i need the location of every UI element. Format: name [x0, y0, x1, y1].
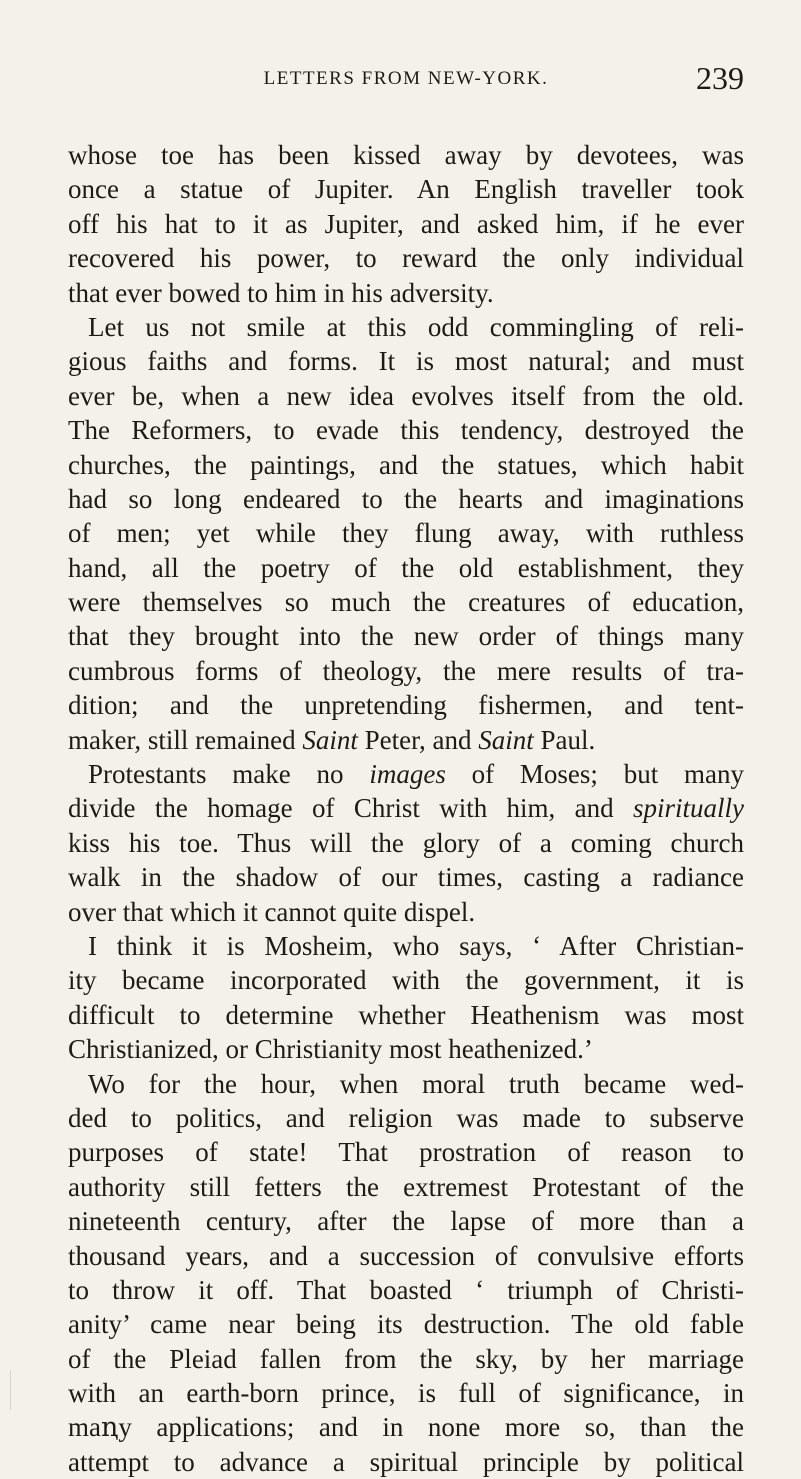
text-line	[68, 172, 744, 206]
text-segment: that they brought into the new order of things many	[68, 621, 744, 652]
text-segment: of Moses; but many	[445, 759, 744, 790]
text-segment: Let us not smile at this odd commingling of reli-	[88, 311, 744, 342]
text-line	[68, 516, 744, 550]
text-segment: dition; and the unpretending fishermen, and tent-	[68, 690, 744, 721]
text-line	[68, 757, 744, 791]
text-line	[68, 723, 744, 757]
text-segment: gious faiths and forms. It is most natural; and must	[68, 346, 744, 377]
text-line	[68, 654, 744, 688]
text-segment: difficult to determine whether Heathenism was most	[68, 999, 744, 1030]
text-line	[68, 482, 744, 516]
text-segment: attempt to advance a spiritual principle by political	[68, 1446, 744, 1477]
text-segment: once a statue of Jupiter. An English traveller took	[68, 174, 744, 205]
text-segment: The Reformers, to evade this tendency, destroyed the	[68, 415, 744, 446]
text-segment: Protestants make no	[88, 759, 370, 790]
text-line	[68, 688, 744, 722]
text-line	[68, 791, 744, 825]
text-segment: nineteenth century, after the lapse of more than a	[68, 1206, 744, 1237]
text-line	[68, 551, 744, 585]
text-line	[68, 1032, 744, 1066]
text-segment: thousand years, and a succession of convulsive efforts	[68, 1240, 744, 1271]
text-line	[68, 963, 744, 997]
text-line	[68, 310, 744, 344]
text-segment: recovered his power, to reward the only individual	[68, 243, 744, 274]
text-segment: ever be, when a new idea evolves itself from the old.	[68, 380, 744, 411]
text-line	[68, 998, 744, 1032]
text-line	[68, 1204, 744, 1238]
text-segment: ded to politics, and religion was made to subserve	[68, 1102, 744, 1133]
text-segment: kiss his toe. Thus will the glory of a coming church	[68, 827, 744, 858]
text-segment: anity’ came near being its destruction. The old fable	[68, 1309, 744, 1340]
text-line	[68, 448, 744, 482]
text-segment: hand, all the poetry of the old establishment, they	[68, 552, 744, 583]
text-segment: to throw it off. That boasted ‘ triumph of Christi-	[68, 1274, 744, 1305]
text-segment: of men; yet while they flung away, with ruthless	[68, 518, 744, 549]
text-line	[68, 585, 744, 619]
text-segment: authority still fetters the extremest Protestant of the	[68, 1171, 744, 1202]
text-segment: Wo for the hour, when moral truth became wed-	[88, 1068, 744, 1099]
text-line	[68, 1135, 744, 1169]
text-segment: whose toe has been kissed away by devotees, was	[68, 140, 744, 170]
text-segment: off his hat to it as Jupiter, and asked him, if he ever	[68, 208, 744, 239]
text-segment: of the Pleiad fallen from the sky, by her marriage	[68, 1343, 744, 1374]
text-segment: that ever bowed to him in his adversity.	[68, 277, 494, 308]
text-segment: cumbrous forms of theology, the mere results of tra-	[68, 655, 744, 686]
text-segment: ꞑ	[101, 1412, 119, 1443]
text-line	[68, 895, 744, 929]
text-line	[68, 619, 744, 653]
italic-text: spiritually	[632, 793, 744, 824]
text-segment: had so long endeared to the hearts and imaginations	[68, 483, 744, 514]
text-segment: y applications; and in none more so, than the	[118, 1412, 744, 1443]
text-line	[68, 1376, 744, 1410]
text-segment: Paul.	[533, 724, 596, 755]
text-segment: divide the homage of Christ with him, and	[68, 793, 633, 824]
page-number: 239	[696, 60, 744, 96]
text-segment: ma	[68, 1412, 101, 1443]
text-line	[68, 1410, 744, 1444]
text-line	[68, 1342, 744, 1376]
body-text	[68, 138, 744, 1479]
text-segment: I think it is Mosheim, who says, ‘ After Christian-	[88, 930, 744, 961]
running-head	[68, 56, 744, 96]
text-line	[68, 1239, 744, 1273]
text-segment: over that which it cannot quite dispel.	[68, 896, 476, 927]
text-line	[68, 1445, 744, 1479]
text-segment: Peter, and	[357, 724, 479, 755]
text-line	[68, 1273, 744, 1307]
text-segment: were themselves so much the creatures of education,	[68, 587, 744, 618]
text-line	[68, 207, 744, 241]
text-segment: walk in the shadow of our times, casting a radiance	[68, 862, 744, 893]
text-line	[68, 138, 744, 172]
page-edge-mark	[10, 1370, 15, 1410]
text-line	[68, 413, 744, 447]
text-segment: maker, still remained	[68, 724, 303, 755]
text-line	[68, 1170, 744, 1204]
italic-text: images	[369, 759, 446, 790]
text-line	[68, 1067, 744, 1101]
text-segment: Christianized, or Christianity most heathenized.’	[68, 1034, 593, 1065]
text-line	[68, 826, 744, 860]
text-line	[68, 1101, 744, 1135]
text-segment: with an earth-born prince, is full of significance, in	[68, 1378, 744, 1409]
text-segment: purposes of state! That prostration of reason to	[68, 1137, 744, 1168]
text-segment: churches, the paintings, and the statues, which habit	[68, 449, 744, 480]
text-line	[68, 860, 744, 894]
text-line	[68, 929, 744, 963]
text-line	[68, 1307, 744, 1341]
italic-text: Saint	[478, 724, 534, 755]
text-line	[68, 379, 744, 413]
running-title: LETTERS FROM NEW-YORK.	[263, 68, 549, 89]
text-segment: ity became incorporated with the government, it is	[68, 965, 744, 996]
text-line	[68, 276, 744, 310]
italic-text: Saint	[302, 724, 358, 755]
text-line	[68, 344, 744, 378]
text-line	[68, 241, 744, 275]
